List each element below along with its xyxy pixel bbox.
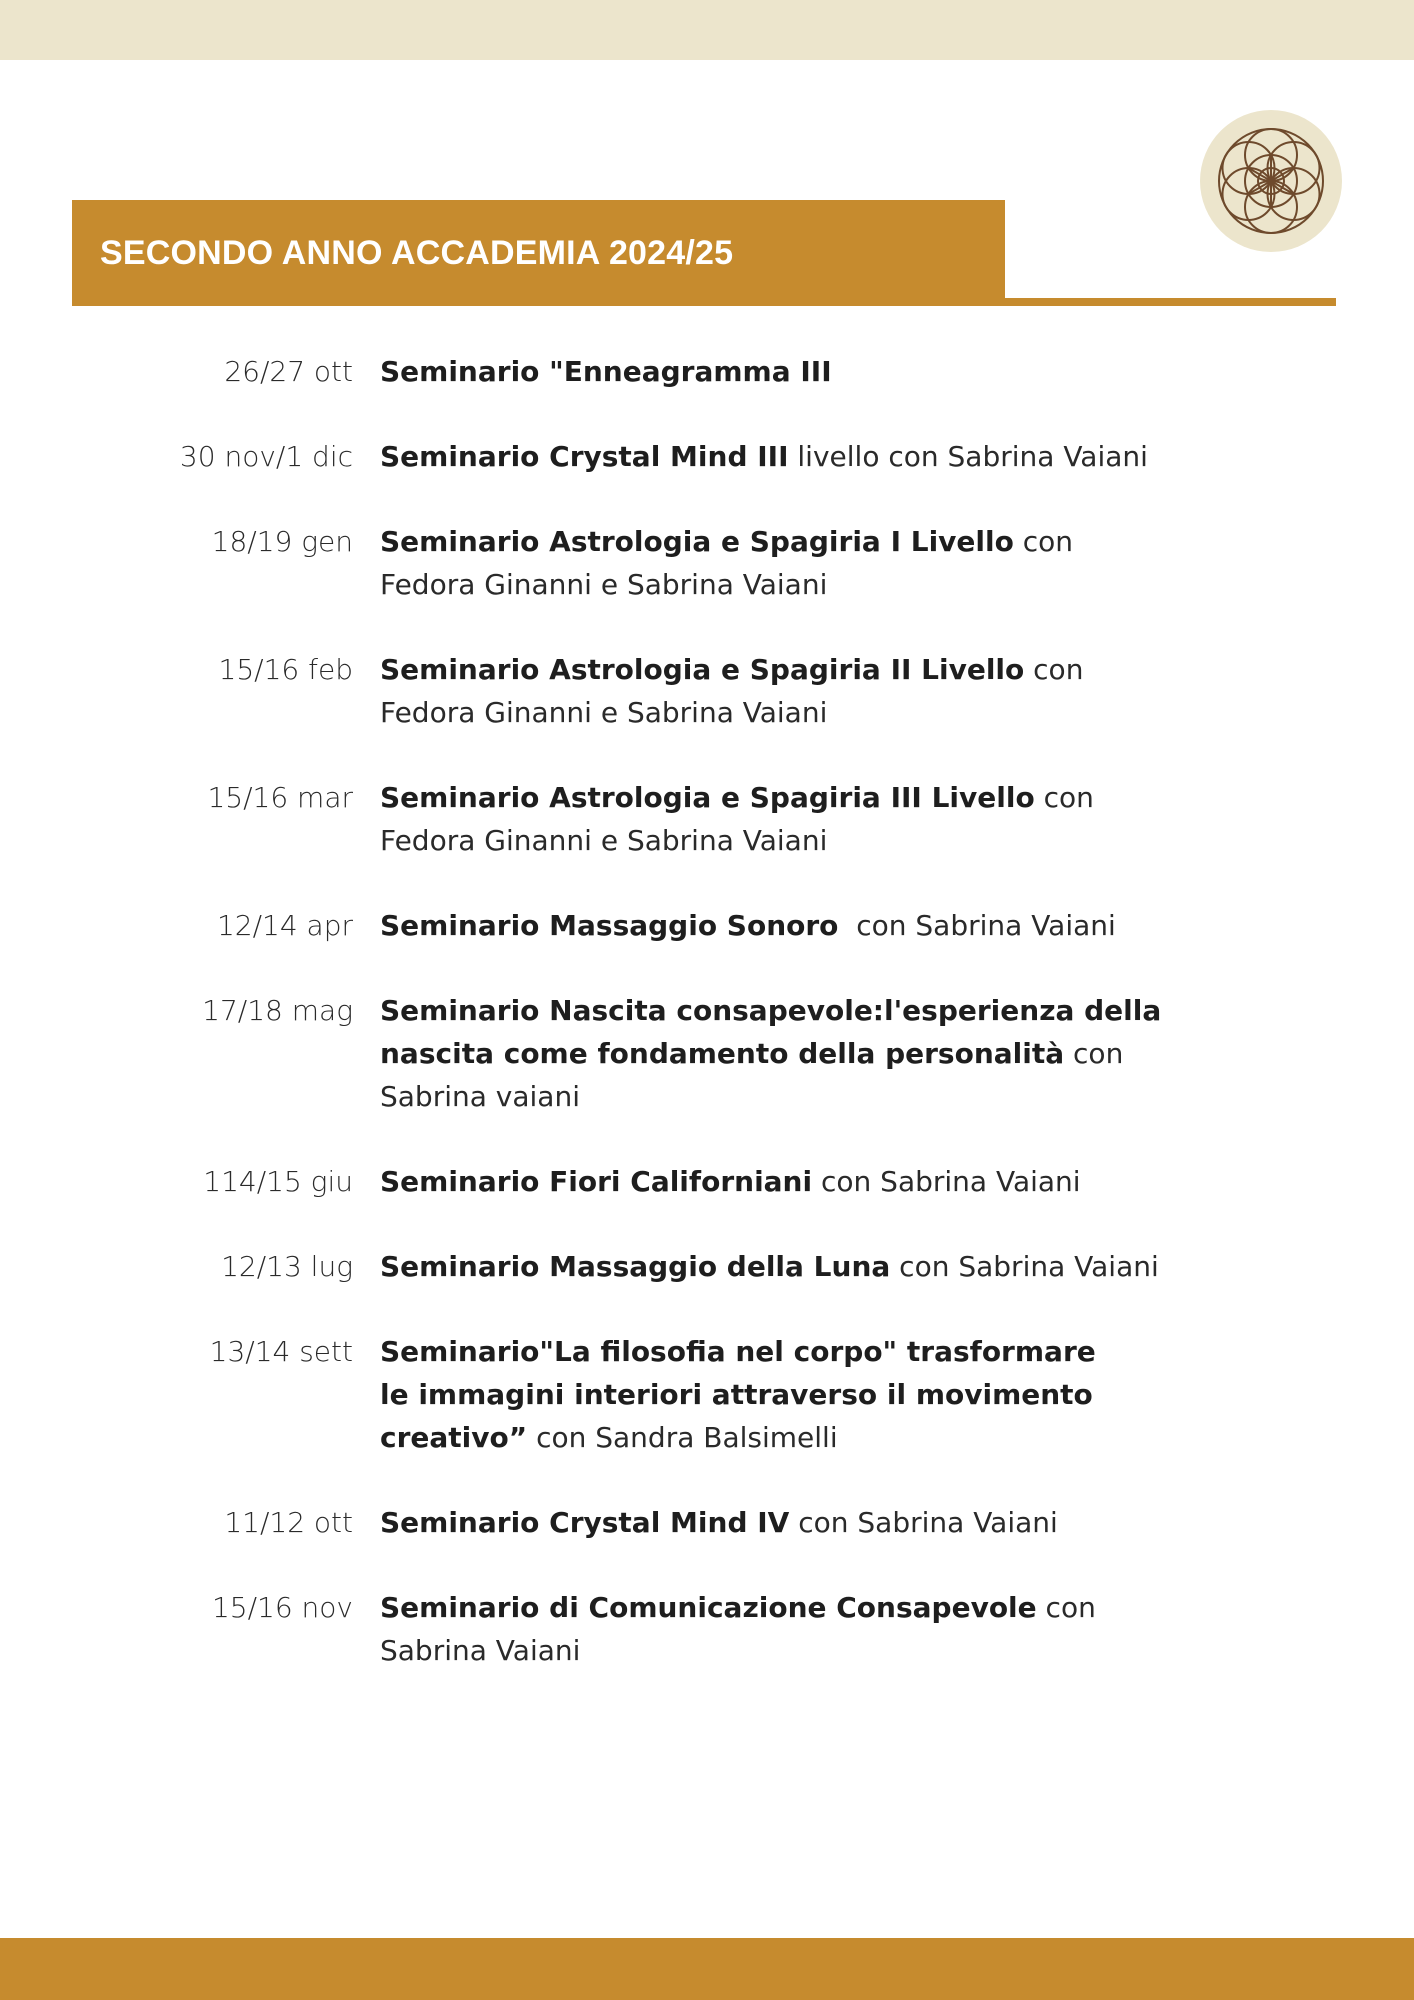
schedule-item — [0, 435, 1414, 478]
schedule-date: 13/14 sett — [209, 1335, 353, 1368]
schedule-description — [380, 520, 1160, 606]
schedule-date: 12/14 apr — [216, 909, 353, 942]
seminar-title: Seminario Astrologia e Spagiria I Livello — [380, 525, 1014, 558]
seminar-details: livello con Sabrina Vaiani — [788, 440, 1148, 473]
schedule-item — [0, 1586, 1414, 1672]
schedule-list — [0, 350, 1414, 1672]
schedule-item — [0, 1160, 1414, 1203]
seminar-title: Seminario"La filosofia nel corpo" trasformare le immagini interiori attraverso il movimento creativo” — [380, 1335, 1096, 1454]
schedule-description — [380, 904, 1210, 947]
schedule-description — [380, 350, 1210, 393]
schedule-description — [380, 1245, 1210, 1288]
seminar-details: con Sabrina Vaiani — [380, 1591, 1114, 1667]
seminar-details: con Sabrina vaiani — [380, 1037, 1124, 1113]
title-bar — [72, 200, 1005, 306]
schedule-description — [380, 435, 1210, 478]
schedule-date: 15/16 nov — [211, 1591, 353, 1624]
seminar-title: Seminario Nascita consapevole:l'esperienza della nascita come fondamento della personalità — [380, 994, 1162, 1070]
schedule-description — [380, 1501, 1210, 1544]
schedule-item — [0, 1330, 1414, 1459]
schedule-date: 15/16 feb — [218, 653, 353, 686]
page-title: SECONDO ANNO ACCADEMIA 2024/25 — [100, 233, 734, 272]
seminar-title: Seminario Astrologia e Spagiria III Livello — [380, 781, 1035, 814]
schedule-item — [0, 520, 1414, 606]
flower-of-life-icon — [1200, 110, 1342, 252]
schedule-description — [380, 648, 1160, 734]
seminar-details: con Sabrina Vaiani — [838, 909, 1116, 942]
schedule-description — [380, 1160, 1210, 1203]
title-underline — [1005, 298, 1336, 306]
seminar-details: con Sabrina Vaiani — [812, 1165, 1081, 1198]
seminar-details: con Sabrina Vaiani — [789, 1506, 1058, 1539]
schedule-date: 11/12 ott — [224, 1506, 353, 1539]
schedule-date: 17/18 mag — [202, 994, 353, 1027]
seminar-details: con Sabrina Vaiani — [890, 1250, 1159, 1283]
schedule-description — [380, 989, 1210, 1118]
seminar-title: Seminario Massaggio della Luna — [380, 1250, 891, 1283]
schedule-item — [0, 1245, 1414, 1288]
seminar-title: Seminario "Enneagramma III — [380, 355, 832, 388]
seminar-details: con Fedora Ginanni e Sabrina Vaiani — [380, 653, 1084, 729]
schedule-date: 26/27 ott — [224, 355, 353, 388]
seminar-title: Seminario Fiori Californiani — [380, 1165, 813, 1198]
seminar-title: Seminario Massaggio Sonoro — [380, 909, 839, 942]
schedule-item — [0, 350, 1414, 393]
schedule-description — [380, 1330, 1120, 1459]
schedule-item — [0, 648, 1414, 734]
schedule-item — [0, 1501, 1414, 1544]
emblem — [1200, 110, 1342, 252]
schedule-item — [0, 989, 1414, 1118]
schedule-date: 18/19 gen — [211, 525, 353, 558]
schedule-item — [0, 904, 1414, 947]
seminar-title: Seminario di Comunicazione Consapevole — [380, 1591, 1037, 1624]
schedule-item — [0, 776, 1414, 862]
schedule-date: 12/13 lug — [221, 1250, 353, 1283]
seminar-title: Seminario Crystal Mind III — [380, 440, 789, 473]
schedule-description — [380, 1586, 1114, 1672]
schedule-date: 30 nov/1 dic — [179, 440, 353, 473]
seminar-details: con Sandra Balsimelli — [527, 1421, 838, 1454]
schedule-date: 114/15 giu — [203, 1165, 353, 1198]
schedule-description — [380, 776, 1160, 862]
seminar-details: con Fedora Ginanni e Sabrina Vaiani — [380, 781, 1094, 857]
seminar-title: Seminario Astrologia e Spagiria II Livello — [380, 653, 1025, 686]
bottom-band — [0, 1938, 1414, 2000]
schedule-date: 15/16 mar — [207, 781, 353, 814]
seminar-title: Seminario Crystal Mind IV — [380, 1506, 790, 1539]
seminar-details: con Fedora Ginanni e Sabrina Vaiani — [380, 525, 1074, 601]
top-band — [0, 0, 1414, 60]
